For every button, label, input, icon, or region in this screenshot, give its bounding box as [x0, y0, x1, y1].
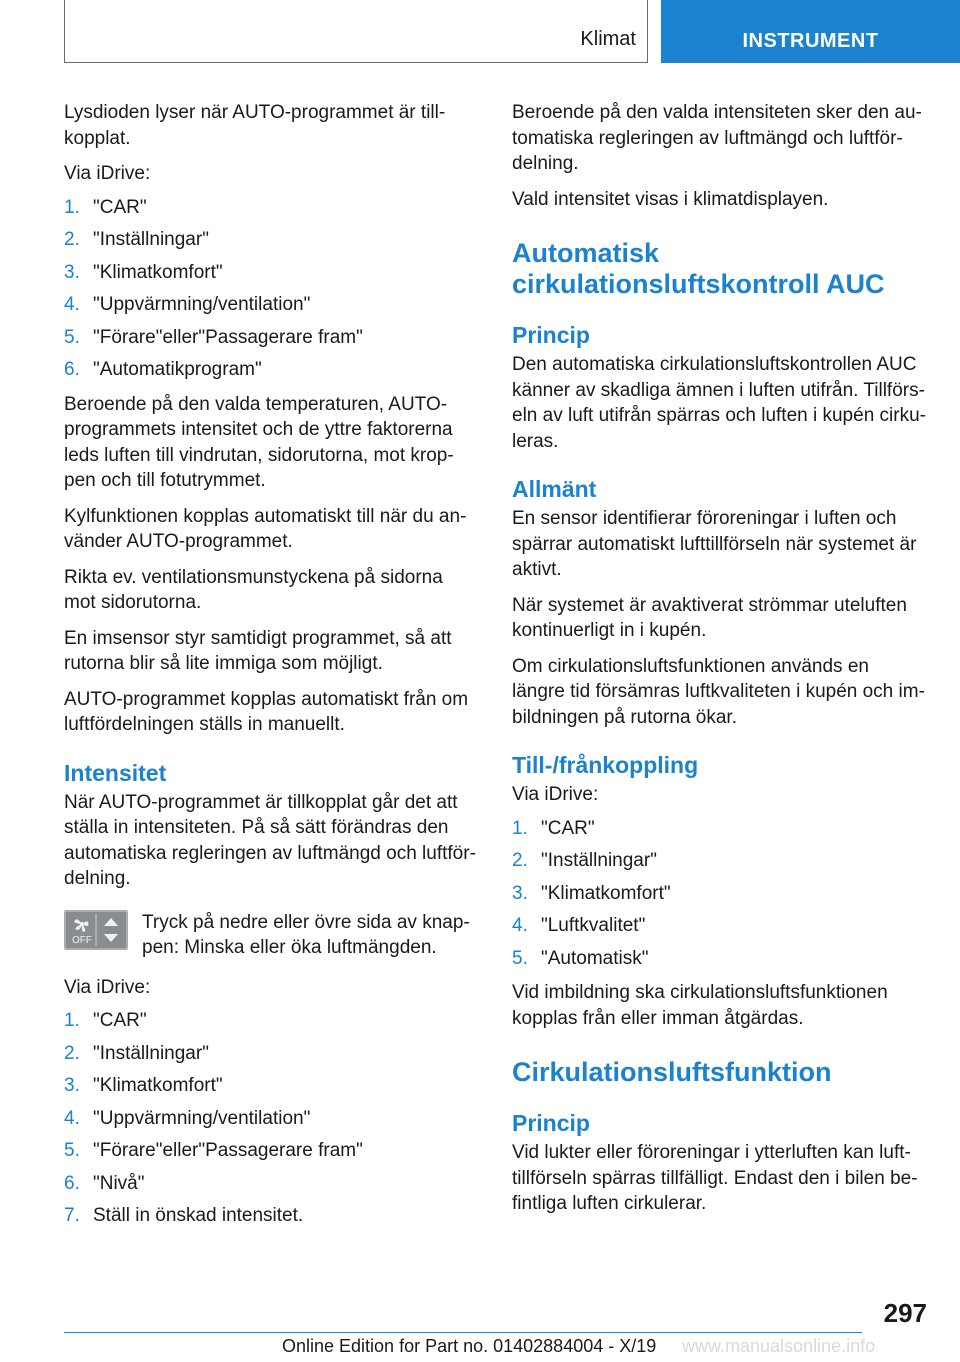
list-item-text: "CAR"	[93, 1010, 147, 1031]
paragraph: Via iDrive:	[512, 784, 599, 805]
button-instruction-text: Tryck på nedre eller övre sida av knappen: Minska eller öka luftmängden.	[142, 911, 470, 958]
chapter-tab	[661, 0, 960, 63]
left-column	[64, 100, 478, 1238]
list-item-number: 3.	[64, 261, 80, 283]
list-item-number: 6.	[64, 359, 80, 380]
paragraph: Vid lukter eller föroreningar i ytterluften kan lufttillförseln spärras tillfälligt. Endast den i bilen befintliga luften cirkulerar.	[512, 1142, 918, 1214]
idrive-steps-list	[64, 197, 478, 382]
paragraph: Den automatiska cirkulationsluftskontrollen AUC känner av skadliga ämnen i luften utifrån. Tillförseln av luft utifrån spärras och luften i kupén cirkuleras.	[512, 354, 926, 452]
header-frame	[64, 0, 648, 63]
list-item-number: 1.	[512, 817, 528, 839]
list-item-text: "Inställningar"	[541, 850, 657, 871]
heading-cirkulationsluftsfunktion: Cirkulationsluftsfunktion	[512, 1057, 832, 1087]
list-item-number: 2.	[64, 1042, 80, 1064]
heading-princip: Princip	[512, 322, 590, 348]
button-instruction	[64, 910, 478, 961]
right-column	[512, 100, 926, 1227]
paragraph: När AUTO-programmet är tillkopplat går det att ställa in intensiteten. På så sätt förändras den automatiska regleringen av luftmängd och luftfördelning.	[64, 791, 476, 889]
paragraph: Kylfunktionen kopplas automatiskt till när du använder AUTO-programmet.	[64, 505, 467, 552]
paragraph: En sensor identifierar föroreningar i luften och spärrar automatiskt lufttillförseln när systemet är aktivt.	[512, 508, 917, 580]
list-item-text: "Uppvärmning/ventilation"	[93, 294, 311, 315]
paragraph: Rikta ev. ventilationsmunstyckena på sidorna mot sidorutorna.	[64, 566, 443, 613]
list-item-number: 5.	[64, 1140, 80, 1161]
heading-allmant: Allmänt	[512, 476, 597, 502]
watermark: www.manualsonline.info	[682, 1336, 876, 1356]
list-item	[64, 1043, 478, 1065]
list-item-text: "Automatisk"	[541, 947, 649, 969]
chapter-title: INSTRUMENT	[742, 30, 879, 52]
list-item-text: "Inställningar"	[93, 229, 209, 250]
idrive-steps-list	[64, 1010, 478, 1227]
list-item	[64, 1075, 478, 1097]
list-item-number: 1.	[64, 196, 80, 218]
list-item	[64, 294, 478, 316]
paragraph: Vid imbildning ska cirkulationsluftsfunktionen kopplas från eller imman åtgärdas.	[512, 982, 888, 1029]
paragraph: En imsensor styr samtidigt programmet, så att rutorna blir så lite immiga som möjligt.	[64, 627, 452, 674]
list-item	[512, 883, 926, 905]
list-item-number: 1.	[64, 1010, 80, 1031]
paragraph: Vald intensitet visas i klimatdisplayen.	[512, 188, 829, 210]
list-item-number: 7.	[64, 1205, 80, 1226]
list-item-text: "Nivå"	[93, 1172, 145, 1194]
paragraph: Om cirkulationsluftsfunktionen används en längre tid försämras luftkvaliteten i kupén och imbildningen på rutorna ökar.	[512, 655, 925, 728]
off-label: OFF	[72, 934, 92, 946]
list-item	[512, 850, 926, 872]
list-item	[64, 262, 478, 284]
paragraph: Lysdioden lyser när AUTO-programmet är tillkopplat.	[64, 102, 446, 149]
list-item-text: "Klimatkomfort"	[541, 882, 671, 904]
edition-note: Online Edition for Part no. 01402884004 - X/19	[282, 1336, 657, 1356]
heading-intensitet: Intensitet	[64, 759, 167, 786]
list-item	[64, 1205, 478, 1227]
list-item-text: "Uppvärmning/ventilation"	[93, 1107, 311, 1129]
idrive-steps-list	[512, 818, 926, 970]
heading-princip: Princip	[512, 1110, 590, 1136]
list-item-text: "Inställningar"	[93, 1042, 209, 1064]
list-item-number: 5.	[512, 947, 528, 969]
paragraph: Beroende på den valda temperaturen, AUTO-programmets intensitet och de yttre faktorerna leds luften till vindrutan, sidorutorna, mot kroppen och till fotutrymmet.	[64, 393, 454, 491]
list-item	[512, 948, 926, 970]
list-item-text: "Automatikprogram"	[93, 359, 262, 380]
heading-auc: Automatisk cirkulationsluftskontroll AUC	[512, 238, 885, 299]
section-title: Klimat	[580, 28, 636, 50]
list-item	[64, 229, 478, 251]
list-item	[512, 915, 926, 937]
fan-icon	[64, 910, 128, 950]
list-item-text: "Förare"eller"Passagerare fram"	[93, 1140, 363, 1161]
list-item-number: 3.	[512, 882, 528, 904]
list-item-number: 4.	[64, 1107, 80, 1129]
list-item-number: 5.	[64, 326, 80, 348]
footer-divider	[64, 1332, 862, 1333]
list-item	[64, 359, 478, 381]
list-item	[64, 1173, 478, 1195]
fan-intensity-button-icon	[64, 910, 128, 950]
page-number: 297	[883, 1298, 927, 1328]
paragraph: Via iDrive:	[64, 976, 151, 998]
list-item-number: 4.	[64, 294, 80, 315]
list-item-number: 2.	[64, 229, 80, 250]
list-item-number: 6.	[64, 1172, 80, 1194]
list-item-number: 2.	[512, 850, 528, 871]
paragraph: Beroende på den valda intensiteten sker den automatiska regleringen av luftmängd och luftfördelning.	[512, 102, 922, 174]
paragraph: Via iDrive:	[64, 163, 151, 184]
list-item-text: "Förare"eller"Passagerare fram"	[93, 326, 363, 348]
heading-till-frankoppling: Till-/frånkoppling	[512, 752, 699, 778]
list-item-text: "Klimatkomfort"	[93, 1075, 223, 1096]
list-item	[512, 818, 926, 840]
list-item	[64, 1108, 478, 1130]
list-item	[64, 327, 478, 349]
paragraph: AUTO-programmet kopplas automatiskt från om luftfördelningen ställs in manuellt.	[64, 688, 469, 735]
list-item-number: 4.	[512, 915, 528, 936]
list-item	[64, 1140, 478, 1162]
list-item-text: "Klimatkomfort"	[93, 261, 223, 283]
list-item-text: "Luftkvalitet"	[541, 915, 646, 936]
list-item-number: 3.	[64, 1075, 80, 1096]
list-item	[64, 197, 478, 219]
list-item	[64, 1010, 478, 1032]
paragraph: När systemet är avaktiverat strömmar uteluften kontinuerligt in i kupén.	[512, 594, 907, 641]
list-item-text: "CAR"	[541, 817, 595, 839]
list-item-text: Ställ in önskad intensitet.	[93, 1205, 304, 1226]
list-item-text: "CAR"	[93, 196, 147, 218]
